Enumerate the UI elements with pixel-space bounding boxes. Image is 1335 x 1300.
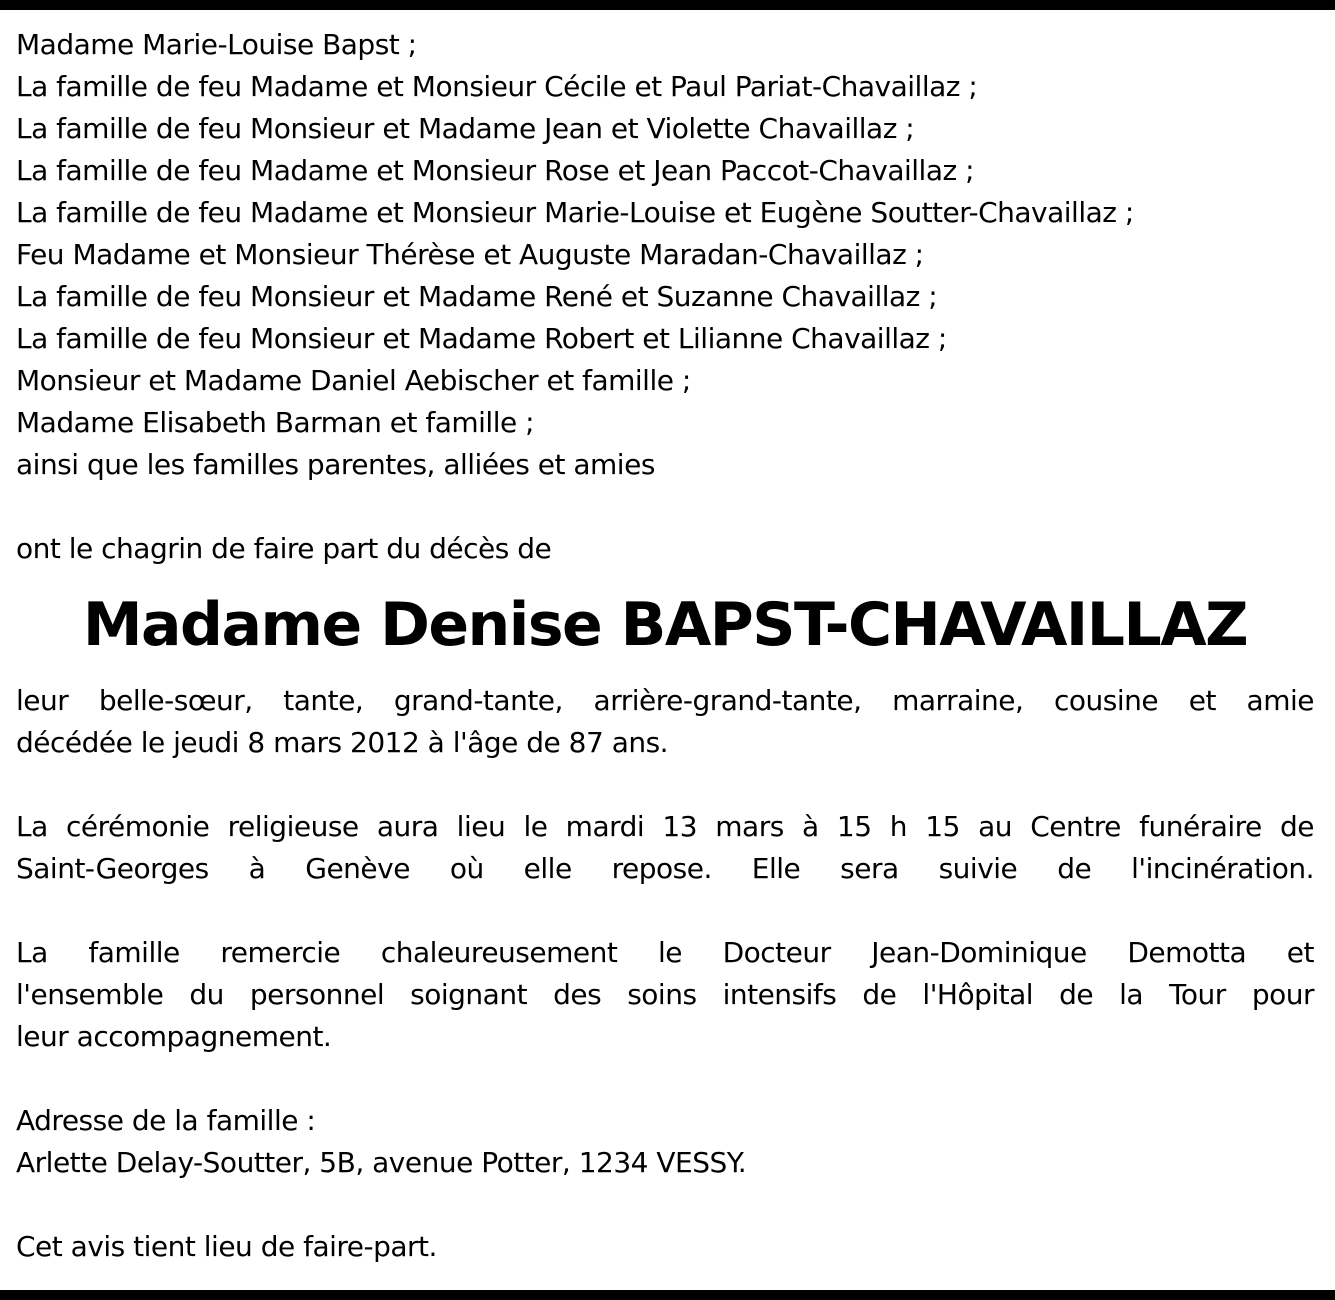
mourner-line: ainsi que les familles parentes, alliées et amies <box>16 448 655 481</box>
thanks-line: La famille remercie chaleureusement le Docteur Jean-Dominique Demotta et <box>16 936 1314 969</box>
top-border-rule <box>0 0 1335 10</box>
mourner-line: Madame Elisabeth Barman et famille ; <box>16 406 535 439</box>
mourner-line: La famille de feu Madame et Monsieur Rose et Jean Paccot-Chavaillaz ; <box>16 154 975 187</box>
thanks-line: leur accompagnement. <box>16 1020 332 1053</box>
mourner-line: La famille de feu Madame et Monsieur Marie-Louise et Eugène Soutter-Chavaillaz ; <box>16 196 1134 229</box>
relation-line: décédée le jeudi 8 mars 2012 à l'âge de 87 ans. <box>16 726 669 759</box>
spacer <box>16 764 1314 806</box>
thanks-line: l'ensemble du personnel soignant des soins intensifs de l'Hôpital de la Tour pour <box>16 978 1314 1011</box>
address-value: Arlette Delay-Soutter, 5B, avenue Potter, 1234 VESSY. <box>16 1146 747 1179</box>
ceremony-paragraph <box>16 806 1314 890</box>
address-block <box>16 1100 1314 1184</box>
bottom-border-rule <box>0 1290 1335 1300</box>
address-label: Adresse de la famille : <box>16 1104 316 1137</box>
spacer <box>16 1184 1314 1226</box>
mourner-line: Feu Madame et Monsieur Thérèse et Auguste Maradan-Chavaillaz ; <box>16 238 924 271</box>
announcement-text: ont le chagrin de faire part du décès de <box>16 532 552 565</box>
spacer <box>16 1058 1314 1100</box>
obituary-notice <box>16 24 1314 1268</box>
mourner-line: La famille de feu Monsieur et Madame René et Suzanne Chavaillaz ; <box>16 280 938 313</box>
mourner-line: La famille de feu Monsieur et Madame Robert et Lilianne Chavaillaz ; <box>16 322 947 355</box>
deceased-name-heading: Madame Denise BAPST-CHAVAILLAZ <box>82 590 1248 660</box>
closing-text: Cet avis tient lieu de faire-part. <box>16 1230 437 1263</box>
ceremony-line: La cérémonie religieuse aura lieu le mardi 13 mars à 15 h 15 au Centre funéraire de <box>16 810 1314 843</box>
spacer <box>16 890 1314 932</box>
mourner-line: Monsieur et Madame Daniel Aebischer et famille ; <box>16 364 691 397</box>
mourner-line: Madame Marie-Louise Bapst ; <box>16 28 417 61</box>
thanks-paragraph <box>16 932 1314 1058</box>
ceremony-line: Saint-Georges à Genève où elle repose. Elle sera suivie de l'incinération. <box>16 852 1314 885</box>
mourner-line: La famille de feu Madame et Monsieur Cécile et Paul Pariat-Chavaillaz ; <box>16 70 978 103</box>
spacer <box>16 486 1314 528</box>
mourners-list <box>16 24 1314 486</box>
relation-paragraph <box>16 680 1314 764</box>
relation-line: leur belle-sœur, tante, grand-tante, arrière-grand-tante, marraine, cousine et amie <box>16 684 1314 717</box>
mourner-line: La famille de feu Monsieur et Madame Jean et Violette Chavaillaz ; <box>16 112 915 145</box>
